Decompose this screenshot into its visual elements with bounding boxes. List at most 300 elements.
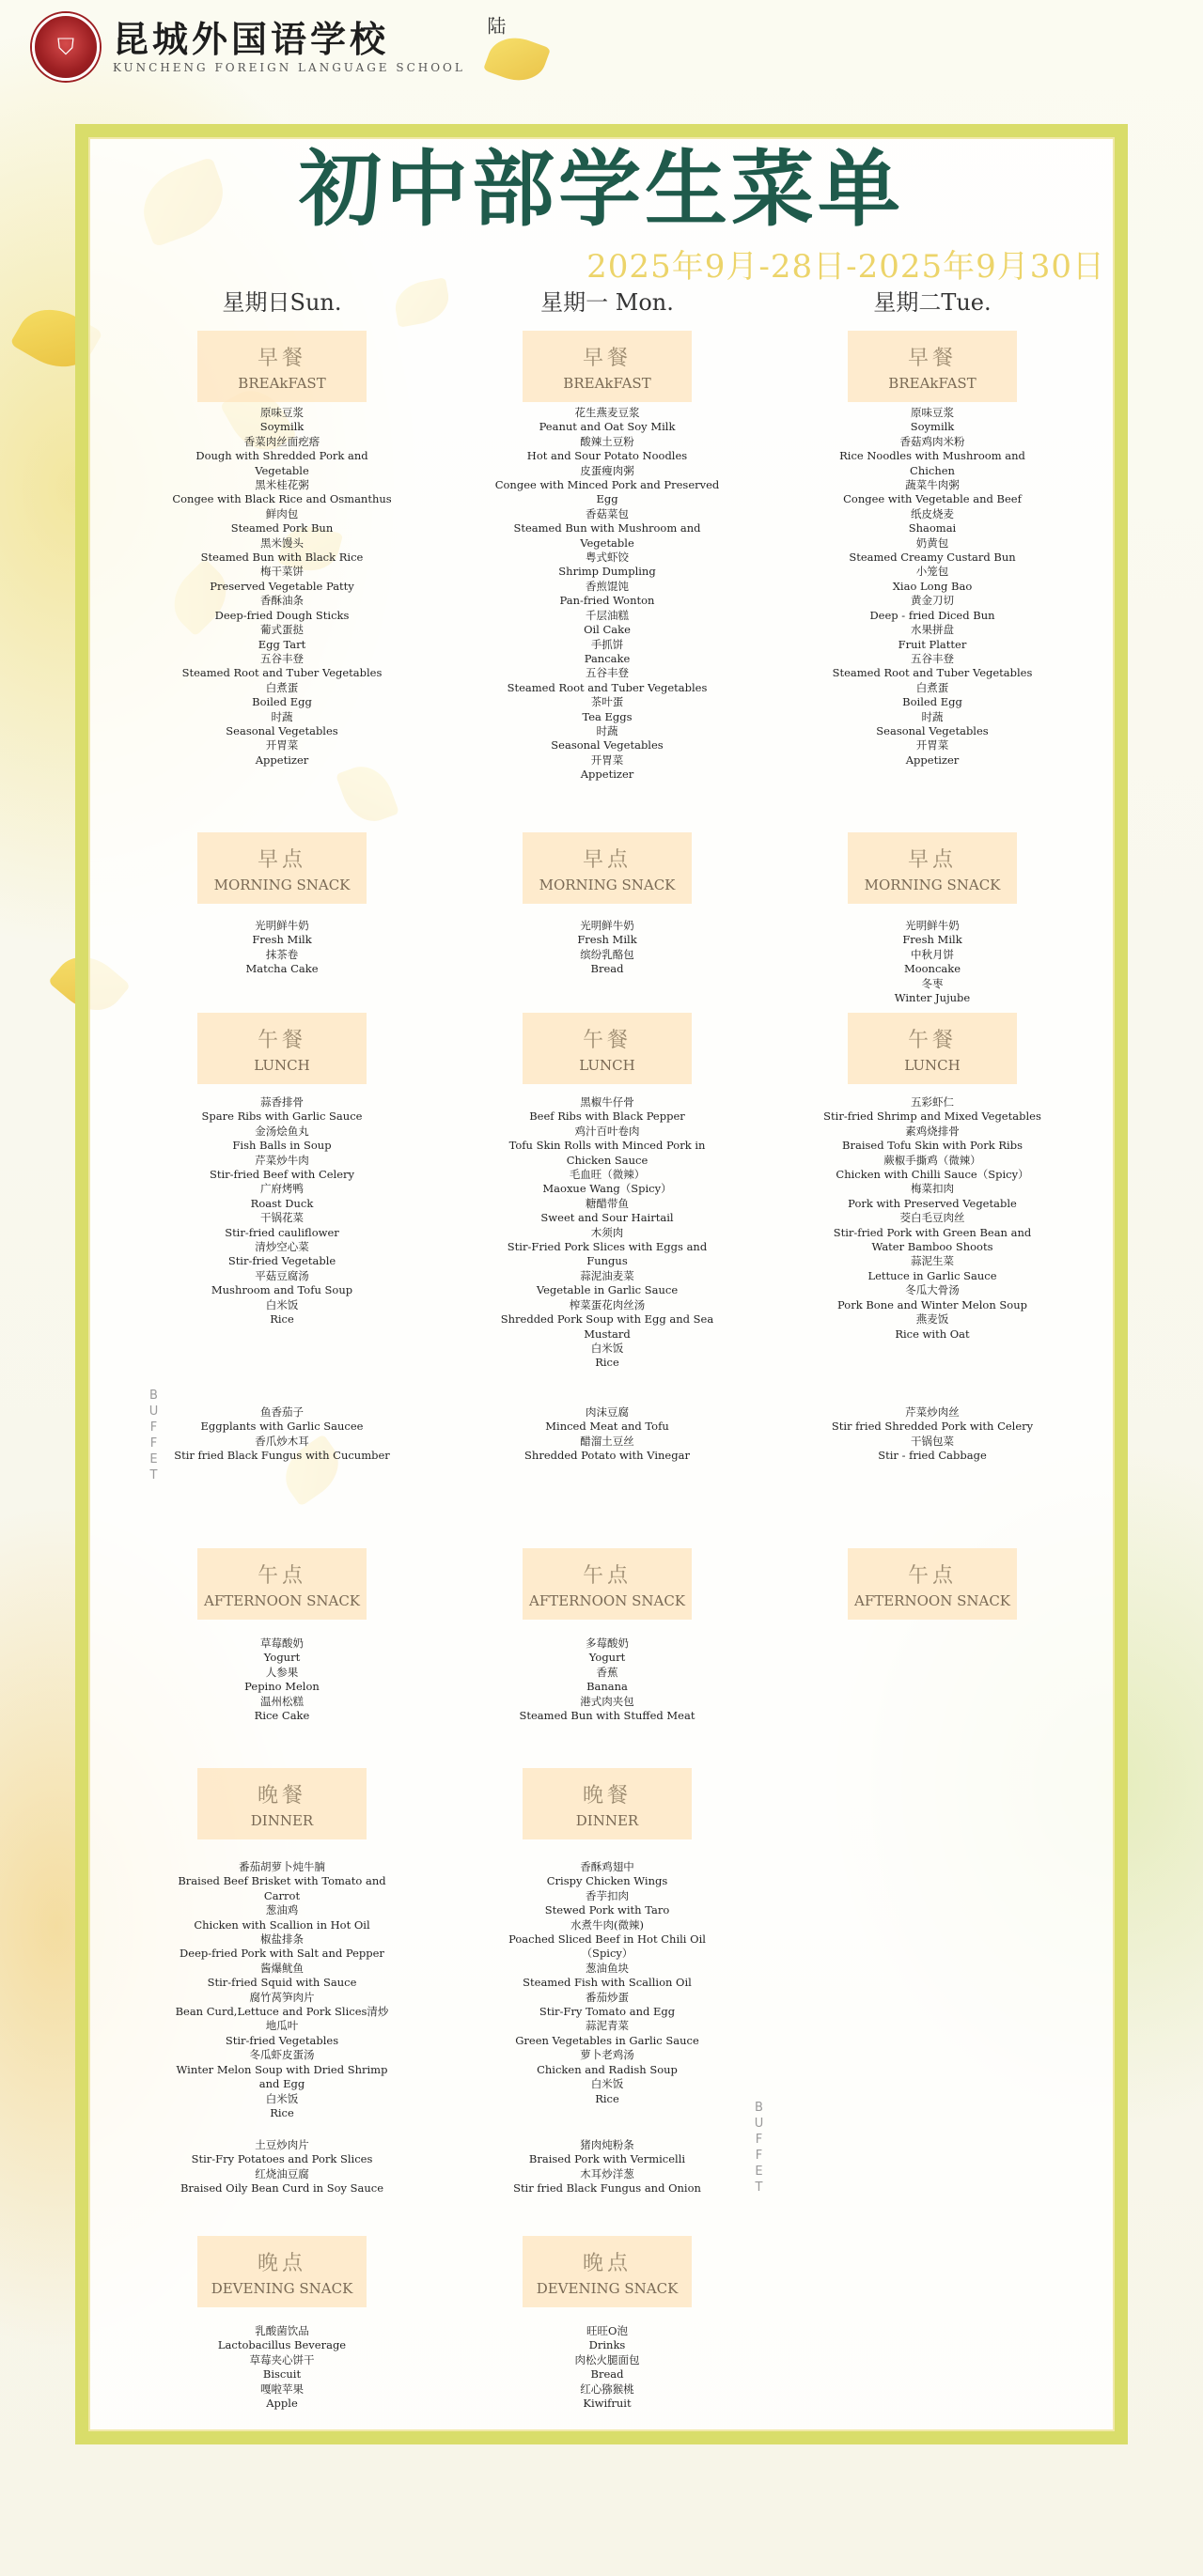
menu-item: Stewed Pork with Taro: [544, 1903, 670, 1917]
dinner-header: [523, 1768, 692, 1839]
menu-item: 冬瓜大骨汤: [905, 1283, 960, 1297]
menu-item: Water Bamboo Shoots: [871, 1240, 993, 1254]
menu-item: Lactobacillus Beverage: [217, 2338, 347, 2352]
menu-item: 酱爆鱿鱼: [260, 1961, 304, 1975]
menu-item: Banana: [586, 1680, 628, 1694]
menu-item: 梅干菜饼: [260, 565, 304, 579]
meal-name-cn: 午点: [582, 1563, 632, 1588]
menu-item: Pan-fried Wonton: [559, 594, 655, 608]
date-range: 2025年9月-28日-2025年9月30日: [586, 248, 1105, 286]
menu-item: 乳酸菌饮品: [255, 2324, 309, 2337]
menu-item: 茭白毛豆肉丝: [899, 1211, 965, 1225]
menu-item: Xiao Long Bao: [892, 579, 973, 593]
menu-item: Steamed Creamy Custard Bun: [849, 551, 1016, 565]
menu-item: Biscuit: [262, 2367, 302, 2382]
menu-item: Braised Beef Brisket with Tomato and: [178, 1874, 386, 1888]
menu-item: 木须肉: [590, 1225, 624, 1239]
menu-item: 平菇豆腐汤: [255, 1268, 309, 1282]
menu-item: Soymilk: [259, 420, 305, 434]
meal-name-cn: 午餐: [582, 1028, 632, 1052]
menu-item: 椒盐排条: [260, 1932, 304, 1947]
menu-item: 冬瓜虾皮蛋汤: [249, 2048, 315, 2062]
menu-item: 鸡汁百叶卷肉: [574, 1124, 640, 1138]
menu-item: Sweet and Sour Hairtail: [540, 1211, 674, 1225]
menu-item: Eggplants with Garlic Saucee: [200, 1420, 364, 1434]
menu-item: 人参果: [265, 1665, 299, 1679]
meal-name-en: LUNCH: [254, 1056, 310, 1074]
meal-name-cn: 早点: [257, 847, 306, 872]
menu-item: 奶黄包: [915, 535, 949, 550]
school-crest-icon: ⛉: [32, 13, 100, 81]
menu-item: 光明鲜牛奶: [580, 919, 634, 932]
menu-item: Bread: [590, 962, 624, 976]
menu-item: 手抓饼: [590, 637, 624, 651]
menu-item: 五彩虾仁: [911, 1095, 954, 1109]
menu-item: Seasonal Vegetables: [551, 738, 664, 753]
menu-item: 鲜肉包: [265, 506, 299, 520]
menu-item: 葱油鸡: [265, 1903, 299, 1917]
menu-item: Stir fried Shredded Pork with Celery: [831, 1420, 1034, 1434]
menu-item: Steamed Bun with Stuffed Meat: [519, 1709, 695, 1723]
menu-item: Braised Pork with Vermicelli: [528, 2152, 686, 2166]
menu-item: Chicken with Scallion in Hot Oil: [194, 1917, 370, 1932]
menu-item: 抹茶卷: [265, 947, 299, 961]
meal-name-cn: 早餐: [907, 346, 957, 370]
menu-item: Fungus: [586, 1254, 628, 1268]
menu-item: 草莓酸奶: [260, 1637, 304, 1650]
menu-item: Stir-fried cauliflower: [225, 1225, 339, 1239]
menu-item: Rice: [595, 1356, 619, 1370]
meal-name-cn: 午餐: [257, 1028, 306, 1052]
menu-item: 五谷丰登: [911, 651, 954, 665]
menu-item: 榨菜蛋花肉丝汤: [569, 1297, 646, 1311]
menu-item: 香蕉: [596, 1665, 618, 1679]
meal-name-cn: 早餐: [257, 346, 306, 370]
menu-item: 香菇菜包: [586, 506, 629, 520]
menu-item: Lettuce in Garlic Sauce: [867, 1268, 997, 1282]
menu-item: Steamed Bun with Mushroom and: [513, 521, 701, 535]
menu-item: 黑米桂花粥: [255, 478, 309, 492]
menu-item: 醋溜土豆丝: [580, 1434, 634, 1448]
meal-name-en: DEVENING SNACK: [536, 2279, 679, 2297]
menu-item: Chicken and Radish Soup: [537, 2062, 678, 2076]
menu-item: Stir-Fry Tomato and Egg: [539, 2005, 676, 2019]
morning-snack-list: [763, 919, 1101, 1005]
menu-item: Steamed Root and Tuber Vegetables: [181, 666, 383, 680]
menu-item: 开胃菜: [590, 753, 624, 767]
menu-item: 金汤烩鱼丸: [255, 1124, 309, 1138]
school-name-en: KUNCHENG FOREIGN LANGUAGE SCHOOL: [113, 60, 465, 74]
menu-item: Mushroom and Tofu Soup: [211, 1283, 353, 1297]
meal-name-cn: 早点: [582, 847, 632, 872]
school-logo: [32, 13, 509, 81]
menu-item: Stir-Fry Potatoes and Pork Slices: [191, 2152, 373, 2166]
menu-item: 时蔬: [596, 723, 618, 737]
menu-item: Hot and Sour Potato Noodles: [526, 449, 688, 463]
menu-item: Yogurt: [588, 1651, 626, 1665]
menu-item: Shrimp Dumpling: [558, 565, 656, 579]
menu-item: Steamed Bun with Black Rice: [200, 551, 364, 565]
menu-item: 香酥鸡翅中: [580, 1860, 634, 1873]
menu-item: 粤式虾饺: [586, 551, 629, 565]
meal-name-en: DINNER: [250, 1811, 314, 1829]
menu-item: 干锅花菜: [260, 1211, 304, 1225]
menu-item: 番茄胡萝卜炖牛腩: [239, 1860, 325, 1873]
menu-item: Stir-Fried Pork Slices with Eggs and: [507, 1240, 708, 1254]
menu-item: 五谷丰登: [260, 651, 304, 665]
menu-item: 黑椒牛仔骨: [580, 1095, 634, 1109]
menu-item: Green Vegetables in Garlic Sauce: [515, 2033, 699, 2047]
menu-item: Boiled Egg: [902, 695, 962, 709]
menu-item: 蕨椒手撕鸡（微辣）: [883, 1153, 981, 1167]
menu-item: 毛血旺（微辣）: [569, 1168, 646, 1182]
menu-item: 葡式蛋挞: [260, 623, 304, 637]
menu-item: Braised Tofu Skin with Pork Ribs: [842, 1139, 1023, 1153]
meal-name-en: AFTERNOON SNACK: [203, 1591, 361, 1609]
page-title: 初中部学生菜单: [298, 141, 904, 238]
menu-item: 花生燕麦豆浆: [574, 406, 640, 419]
menu-item: Steamed Fish with Scallion Oil: [523, 1976, 692, 1990]
menu-item: Kiwifruit: [583, 2397, 632, 2411]
meal-name-en: MORNING SNACK: [864, 876, 1001, 893]
menu-item: Beef Ribs with Black Pepper: [529, 1110, 685, 1124]
menu-item: Fresh Milk: [902, 933, 962, 947]
morning-snack-header: [523, 832, 692, 904]
meal-name-cn: 晚点: [582, 2251, 632, 2275]
menu-item: 白煮蛋: [265, 680, 299, 694]
breakfast-list: [113, 406, 451, 768]
lunch-list: [438, 1095, 776, 1371]
menu-item: Appetizer: [905, 753, 960, 767]
menu-item: 嘎啦苹果: [260, 2382, 304, 2396]
menu-item: 小笼包: [915, 565, 949, 579]
menu-item: 肉松火腿面包: [574, 2352, 640, 2367]
menu-item: 蒜泥生菜: [911, 1254, 954, 1268]
menu-item: Boiled Egg: [252, 695, 312, 709]
menu-item: Deep - fried Diced Bun: [869, 608, 995, 622]
menu-item: 香酥油条: [260, 594, 304, 608]
menu-item: 白米饭: [590, 2077, 624, 2091]
menu-item: Deep-fried Pork with Salt and Pepper: [180, 1947, 384, 1961]
school-name-cn: 昆城外国语学校: [113, 18, 390, 61]
menu-item: Rice: [270, 2105, 294, 2119]
menu-item: 开胃菜: [915, 738, 949, 753]
menu-item: Vegetable in Garlic Sauce: [536, 1283, 679, 1297]
menu-item: Rice: [595, 2091, 619, 2105]
menu-item: Braised Oily Bean Curd in Soy Sauce: [180, 2181, 384, 2196]
menu-item: Bean Curd,Lettuce and Pork Slices清炒: [175, 2005, 389, 2019]
breakfast-list: [438, 406, 776, 783]
menu-item: 香菜肉丝面疙瘩: [243, 434, 320, 448]
menu-item: Mooncake: [903, 962, 961, 976]
meal-name-en: DINNER: [575, 1811, 639, 1829]
menu-item: 芹菜炒牛肉: [255, 1153, 309, 1167]
menu-item: 干锅包菜: [911, 1434, 954, 1448]
menu-item: Egg Tart: [258, 637, 306, 651]
menu-item: Steamed Pork Bun: [230, 521, 334, 535]
lunch-header: [197, 1013, 367, 1084]
day-header-sunday: 星期日Sun.: [222, 289, 342, 316]
menu-item: Congee with Minced Pork and Preserved: [494, 478, 720, 492]
menu-item: Chicken Sauce: [566, 1153, 648, 1167]
menu-item: Stir-fried Vegetable: [227, 1254, 336, 1268]
menu-item: Congee with Black Rice and Osmanthus: [172, 492, 392, 506]
menu-item: 香煎馄饨: [586, 579, 629, 593]
meal-name-cn: 早餐: [582, 346, 632, 370]
morning-snack-list: [438, 919, 776, 977]
menu-item: Stir-fried Beef with Celery: [209, 1168, 355, 1182]
menu-item: Deep-fried Dough Sticks: [214, 608, 350, 622]
menu-item: Pancake: [584, 651, 631, 665]
menu-item: Crispy Chicken Wings: [546, 1874, 668, 1888]
menu-item: Egg: [596, 492, 618, 506]
menu-item: 茶叶蛋: [590, 695, 624, 709]
lunch-list: [113, 1095, 451, 1327]
meal-name-en: AFTERNOON SNACK: [528, 1591, 686, 1609]
menu-item: Carrot: [263, 1888, 301, 1902]
menu-item: 水果拼盘: [911, 623, 954, 637]
menu-item: 红烧油豆腐: [255, 2166, 309, 2180]
menu-item: 冬枣: [921, 976, 944, 990]
menu-item: 时蔬: [921, 709, 944, 723]
menu-item: Winter Melon Soup with Dried Shrimp: [176, 2062, 388, 2076]
meal-name-cn: 晚餐: [582, 1783, 632, 1808]
menu-item: 多莓酸奶: [586, 1637, 629, 1650]
menu-item: （Spicy）: [581, 1947, 633, 1961]
menu-item: 清炒空心菜: [255, 1240, 309, 1254]
menu-item: 地瓜叶: [265, 2019, 299, 2033]
menu-item: Pork with Preserved Vegetable: [848, 1196, 1017, 1210]
breakfast-header: [523, 331, 692, 402]
dinner-header: [197, 1768, 367, 1839]
evening-snack-header: [197, 2236, 367, 2307]
menu-item: 肉沫豆腐: [586, 1405, 629, 1419]
menu-item: Mustard: [584, 1327, 631, 1341]
menu-item: Fish Balls in Soup: [232, 1139, 332, 1153]
day-header-tuesday: 星期二Tue.: [873, 289, 992, 316]
menu-item: 猪肉炖粉条: [580, 2138, 634, 2151]
menu-item: Fresh Milk: [577, 933, 637, 947]
menu-item: Pork Bone and Winter Melon Soup: [837, 1297, 1027, 1311]
meal-name-en: LUNCH: [579, 1056, 635, 1074]
meal-name-en: MORNING SNACK: [213, 876, 351, 893]
menu-item: Appetizer: [580, 768, 634, 782]
menu-item: 水煮牛肉(微辣): [570, 1917, 644, 1932]
menu-item: Minced Meat and Tofu: [545, 1420, 669, 1434]
menu-item: 皮蛋瘦肉粥: [580, 463, 634, 477]
meal-name-cn: 午点: [257, 1563, 306, 1588]
menu-item: 白米饭: [265, 2091, 299, 2105]
lunch-header: [848, 1013, 1017, 1084]
menu-item: 白煮蛋: [915, 680, 949, 694]
menu-item: Apple: [266, 2397, 298, 2411]
menu-item: Poached Sliced Beef in Hot Chili Oil: [508, 1932, 706, 1947]
menu-item: 素鸡烧排骨: [905, 1124, 960, 1138]
menu-item: Winter Jujube: [894, 991, 971, 1005]
menu-item: 缤纷乳酪包: [580, 947, 634, 961]
menu-item: 温州松糕: [260, 1694, 304, 1708]
menu-item: Shredded Pork Soup with Egg and Sea: [500, 1312, 714, 1327]
menu-item: 番茄炒蛋: [586, 1990, 629, 2004]
morning-snack-header: [197, 832, 367, 904]
meal-name-cn: 午点: [907, 1563, 957, 1588]
meal-name-en: DEVENING SNACK: [211, 2279, 353, 2297]
menu-item: Yogurt: [263, 1651, 301, 1665]
meal-name-cn: 晚餐: [257, 1783, 306, 1808]
menu-item: 纸皮烧麦: [911, 506, 954, 520]
menu-item: 开胃菜: [265, 738, 299, 753]
menu-item: Stir fried Black Fungus with Cucumber: [174, 1449, 390, 1463]
menu-item: Soymilk: [910, 420, 955, 434]
school-name: [113, 20, 465, 74]
meal-name-en: BREAkFAST: [238, 374, 326, 392]
menu-item: Vegetable: [580, 535, 634, 550]
menu-item: 蔬菜牛肉粥: [905, 478, 960, 492]
menu-item: Fruit Platter: [898, 637, 967, 651]
afternoon-snack-list: [113, 1637, 451, 1723]
menu-item: Congee with Vegetable and Beef: [843, 492, 1022, 506]
meal-name-en: MORNING SNACK: [539, 876, 676, 893]
menu-item: Spare Ribs with Garlic Sauce: [201, 1110, 363, 1124]
menu-item: 燕麦饭: [915, 1312, 949, 1327]
menu-item: Stir-fried Shrimp and Mixed Vegetables: [823, 1110, 1041, 1124]
menu-item: Peanut and Oat Soy Milk: [539, 420, 676, 434]
meal-name-en: LUNCH: [904, 1056, 961, 1074]
breakfast-list: [763, 406, 1101, 768]
lunch-buffet-list: [438, 1405, 776, 1464]
menu-item: Oil Cake: [584, 623, 631, 637]
dinner-buffet-list: [438, 2138, 776, 2196]
menu-item: 黄金刀切: [911, 594, 954, 608]
menu-item: 原味豆浆: [911, 406, 954, 419]
menu-item: Bread: [590, 2367, 624, 2382]
menu-item: 芹菜炒肉丝: [905, 1405, 960, 1419]
menu-item: and Egg: [258, 2077, 305, 2091]
menu-item: 蒜泥青菜: [586, 2019, 629, 2033]
menu-item: 香芋扣肉: [586, 1888, 629, 1902]
evening-snack-list: [438, 2324, 776, 2411]
meal-name-en: BREAkFAST: [888, 374, 976, 392]
school-seal: 陆: [483, 16, 507, 35]
meal-name-cn: 晚点: [257, 2251, 306, 2275]
menu-item: Seasonal Vegetables: [226, 723, 338, 737]
breakfast-header: [848, 331, 1017, 402]
menu-item: Vegetable: [255, 463, 309, 477]
dinner-list: [113, 1860, 451, 2120]
afternoon-snack-header: [848, 1548, 1017, 1620]
afternoon-snack-header: [197, 1548, 367, 1620]
menu-item: Rice: [270, 1312, 294, 1327]
menu-item: 蒜香排骨: [260, 1095, 304, 1109]
menu-item: Shredded Potato with Vinegar: [524, 1449, 690, 1463]
menu-item: 腐竹莴笋肉片: [249, 1990, 315, 2004]
menu-item: 草莓夹心饼干: [249, 2352, 315, 2367]
menu-item: 千层油糕: [586, 608, 629, 622]
menu-item: 中秋月饼: [911, 947, 954, 961]
meal-name-en: BREAkFAST: [563, 374, 651, 392]
afternoon-snack-header: [523, 1548, 692, 1620]
buffet-label-dinner: BUFFET: [752, 2101, 766, 2196]
lunch-header: [523, 1013, 692, 1084]
menu-item: 光明鲜牛奶: [905, 919, 960, 932]
menu-item: Stir-fried Vegetables: [225, 2033, 339, 2047]
menu-item: Stir-fried Squid with Sauce: [207, 1976, 357, 1990]
menu-item: 红心猕猴桃: [580, 2382, 634, 2396]
meal-name-cn: 午餐: [907, 1028, 957, 1052]
menu-item: Rice with Oat: [895, 1327, 970, 1341]
menu-item: 光明鲜牛奶: [255, 919, 309, 932]
menu-item: Rice Cake: [254, 1709, 310, 1723]
menu-item: 木耳炒洋葱: [580, 2166, 634, 2180]
morning-snack-header: [848, 832, 1017, 904]
dinner-list: [438, 1860, 776, 2106]
menu-item: Tea Eggs: [582, 709, 633, 723]
menu-item: 糖醋带鱼: [586, 1196, 629, 1210]
menu-item: Stir-fried Pork with Green Bean and: [833, 1225, 1032, 1239]
lunch-list: [763, 1095, 1101, 1342]
menu-item: 蒜泥油麦菜: [580, 1268, 634, 1282]
menu-item: 酸辣土豆粉: [580, 434, 634, 448]
menu-item: 旺旺O泡: [586, 2324, 628, 2337]
meal-name-en: AFTERNOON SNACK: [853, 1591, 1011, 1609]
evening-snack-list: [113, 2324, 451, 2411]
menu-item: Stir - fried Cabbage: [878, 1449, 987, 1463]
evening-snack-header: [523, 2236, 692, 2307]
menu-item: 五谷丰登: [586, 666, 629, 680]
menu-item: Chichen: [910, 463, 955, 477]
dinner-buffet-list: [113, 2138, 451, 2196]
menu-item: Maoxue Wang（Spicy）: [542, 1182, 672, 1196]
day-header-monday: 星期一 Mon.: [540, 289, 674, 316]
menu-item: Preserved Vegetable Patty: [210, 579, 354, 593]
menu-item: 白米饭: [265, 1297, 299, 1311]
menu-item: 香爪炒木耳: [255, 1434, 309, 1448]
menu-item: 萝卜老鸡汤: [580, 2048, 634, 2062]
menu-item: Roast Duck: [250, 1196, 314, 1210]
menu-item: Fresh Milk: [252, 933, 312, 947]
buffet-label-lunch: BUFFET: [147, 1389, 161, 1484]
menu-item: Dough with Shredded Pork and: [195, 449, 368, 463]
menu-item: 广府烤鸭: [260, 1182, 304, 1196]
menu-item: Appetizer: [255, 753, 309, 767]
menu-item: Seasonal Vegetables: [876, 723, 989, 737]
lunch-buffet-list: [763, 1405, 1101, 1464]
afternoon-snack-list: [438, 1637, 776, 1723]
menu-item: 原味豆浆: [260, 406, 304, 419]
menu-item: Drinks: [588, 2338, 626, 2352]
menu-item: 鱼香茄子: [260, 1405, 304, 1419]
menu-item: Matcha Cake: [245, 962, 319, 976]
breakfast-header: [197, 331, 367, 402]
menu-item: 香菇鸡肉米粉: [899, 434, 965, 448]
menu-item: 梅菜扣肉: [911, 1182, 954, 1196]
menu-item: Stir fried Black Fungus and Onion: [513, 2181, 701, 2196]
menu-item: 港式肉夹包: [580, 1694, 634, 1708]
morning-snack-list: [113, 919, 451, 977]
meal-name-cn: 早点: [907, 847, 957, 872]
menu-item: Steamed Root and Tuber Vegetables: [832, 666, 1033, 680]
menu-item: Steamed Root and Tuber Vegetables: [507, 680, 708, 694]
menu-item: 黑米馒头: [260, 535, 304, 550]
menu-item: 葱油鱼块: [586, 1961, 629, 1975]
menu-item: Tofu Skin Rolls with Minced Pork in: [508, 1139, 706, 1153]
menu-item: 时蔬: [271, 709, 293, 723]
menu-item: 土豆炒肉片: [255, 2138, 309, 2151]
menu-item: Rice Noodles with Mushroom and: [839, 449, 1025, 463]
menu-item: 白米饭: [590, 1341, 624, 1355]
menu-item: Chicken with Chilli Sauce（Spicy）: [836, 1168, 1029, 1182]
menu-item: Pepino Melon: [244, 1680, 320, 1694]
